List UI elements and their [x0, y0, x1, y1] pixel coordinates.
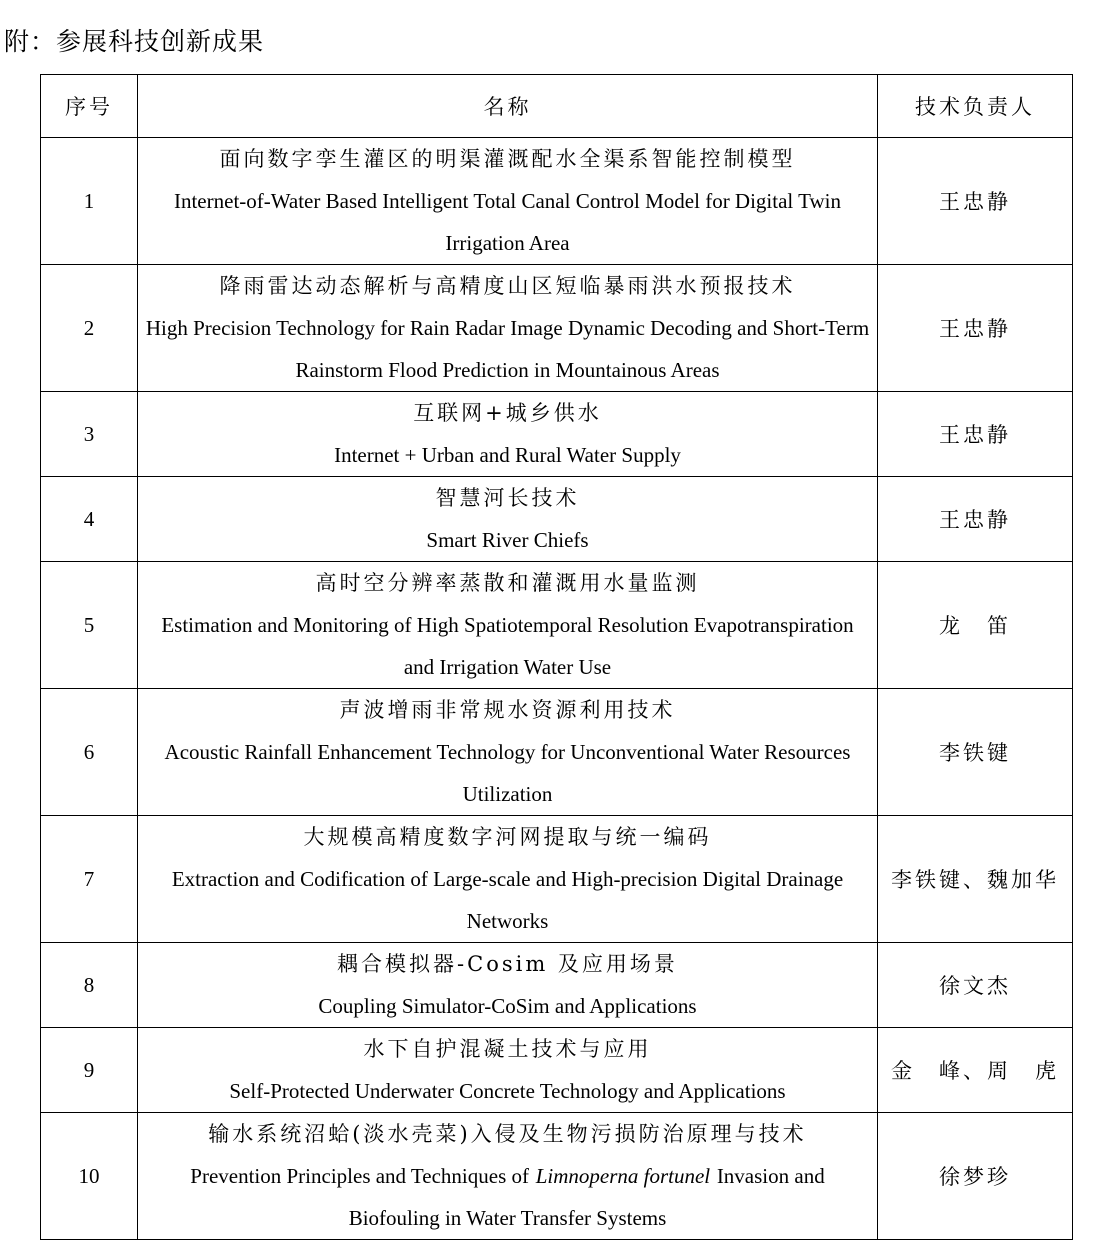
name-en: Acoustic Rainfall Enhancement Technology for Unconventional Water Resources Utilization: [164, 740, 851, 806]
species-name-italic: Limnoperna fortunel: [535, 1164, 711, 1188]
row-name: [138, 943, 878, 1028]
table-row: [41, 816, 1073, 943]
name-en: Internet + Urban and Rural Water Supply: [334, 443, 681, 467]
table-row: [41, 392, 1073, 477]
row-name: [138, 1028, 878, 1113]
name-zh: 面向数字孪生灌区的明渠灌溉配水全渠系智能控制模型: [219, 147, 796, 171]
row-lead: 徐梦珍: [878, 1113, 1073, 1240]
name-zh: 互联网+城乡供水: [413, 401, 602, 425]
table-row: [41, 265, 1073, 392]
row-num: 2: [41, 265, 138, 392]
row-name: [138, 816, 878, 943]
row-name: [138, 392, 878, 477]
row-name: [138, 689, 878, 816]
header-lead: 技术负责人: [878, 75, 1073, 138]
row-lead: 王忠静: [878, 477, 1073, 562]
table-row: [41, 943, 1073, 1028]
table-row: [41, 477, 1073, 562]
row-lead: 金 峰、周 虎: [878, 1028, 1073, 1113]
achievements-table: [40, 74, 1073, 1240]
name-zh: 声波增雨非常规水资源利用技术: [339, 698, 676, 722]
name-en-post: Invasion and Biofouling in Water Transfer Systems: [348, 1164, 825, 1230]
name-zh: 降雨雷达动态解析与高精度山区短临暴雨洪水预报技术: [219, 274, 796, 298]
header-num: 序号: [41, 75, 138, 138]
row-name: [138, 138, 878, 265]
row-num: 8: [41, 943, 138, 1028]
row-num: 9: [41, 1028, 138, 1113]
name-zh: 水下自护混凝土技术与应用: [363, 1037, 652, 1061]
row-num: 1: [41, 138, 138, 265]
row-name: [138, 477, 878, 562]
row-num: 5: [41, 562, 138, 689]
name-zh: 高时空分辨率蒸散和灌溉用水量监测: [315, 571, 700, 595]
name-en: Estimation and Monitoring of High Spatiotemporal Resolution Evapotranspiration and Irrigation Water Use: [161, 613, 854, 679]
row-lead: 王忠静: [878, 392, 1073, 477]
table-row: [41, 689, 1073, 816]
row-num: 3: [41, 392, 138, 477]
row-num: 6: [41, 689, 138, 816]
page-title: 附：参展科技创新成果: [4, 27, 265, 56]
row-num: 7: [41, 816, 138, 943]
row-lead: 龙 笛: [878, 562, 1073, 689]
name-en: Internet-of-Water Based Intelligent Total Canal Control Model for Digital Twin Irrigation Area: [173, 189, 841, 255]
name-zh: 大规模高精度数字河网提取与统一编码: [303, 825, 712, 849]
name-en: Self-Protected Underwater Concrete Technology and Applications: [229, 1079, 786, 1103]
table-row: [41, 1028, 1073, 1113]
name-en: Extraction and Codification of Large-scale and High-precision Digital Drainage Networks: [171, 867, 844, 933]
table-header-row: [41, 75, 1073, 138]
header-name: 名称: [138, 75, 878, 138]
name-en: Coupling Simulator-CoSim and Applications: [318, 994, 697, 1018]
name-en-pre: Prevention Principles and Techniques of: [190, 1164, 530, 1188]
row-lead: 徐文杰: [878, 943, 1073, 1028]
row-name: [138, 1113, 878, 1240]
name-en: Smart River Chiefs: [426, 528, 589, 552]
row-lead: 王忠静: [878, 265, 1073, 392]
name-zh: 智慧河长技术: [435, 486, 580, 510]
row-num: 4: [41, 477, 138, 562]
name-zh: 输水系统沼蛤(淡水壳菜)入侵及生物污损防治原理与技术: [208, 1122, 807, 1146]
table-row: [41, 1113, 1073, 1240]
row-lead: 李铁键、魏加华: [878, 816, 1073, 943]
row-lead: 李铁键: [878, 689, 1073, 816]
name-en: High Precision Technology for Rain Radar Image Dynamic Decoding and Short-Term Rainstorm Flood Prediction in Mountainous Areas: [145, 316, 870, 382]
table-row: [41, 138, 1073, 265]
row-name: [138, 265, 878, 392]
name-zh: 耦合模拟器-Cosim 及应用场景: [337, 952, 678, 976]
row-name: [138, 562, 878, 689]
table-row: [41, 562, 1073, 689]
row-num: 10: [41, 1113, 138, 1240]
row-lead: 王忠静: [878, 138, 1073, 265]
